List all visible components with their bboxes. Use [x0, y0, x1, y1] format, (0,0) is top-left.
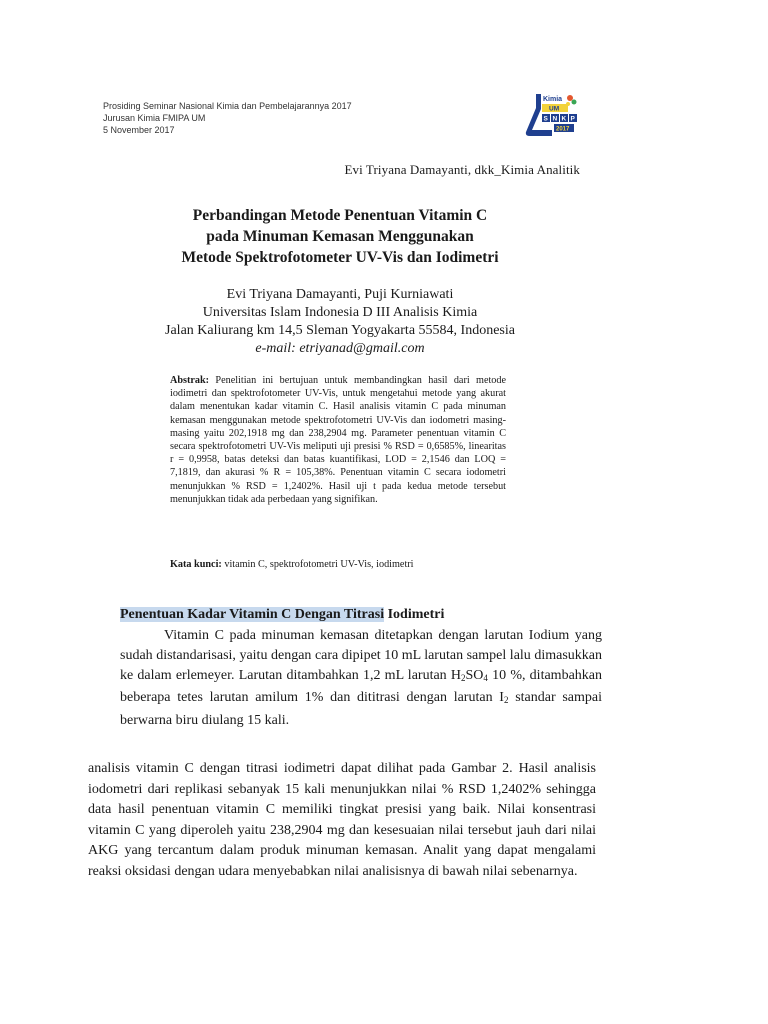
abstract-text: Penelitian ini bertujuan untuk membandingkan hasil dari metode iodimetri dan spektrofotometer UV-Vis, untuk mengetahui metode yang akurat dalam menentukan kadar vitamin C. Hasil analisis vitamin C pada minuman kemasan menggunakan metode spektrofotometri UV-Vis dan iodometri masing-masing yaitu 202,1918 mg dan 238,2904 mg. Parameter penentuan vitamin C secara spektrofotometri UV-Vis meliputi uji presisi % RSD = 0,6585%, linearitas r = 0,9958, batas deteksi dan batas kuantifikasi, LOD = 2,1546 dan LOQ = 7,1819, dan akurasi % R = 105,38%. Penentuan vitamin C secara iodometri menunjukkan % RSD = 1,2402%. Hasil uji t pada kedua metode tersebut menunjukkan tidak ada perbedaan yang signifikan. — [170, 375, 507, 505]
conference-logo — [522, 90, 580, 140]
section-heading — [120, 606, 444, 624]
title-line-3: Metode Spektrofotometer UV-Vis dan Iodimetri — [181, 249, 499, 266]
logo-text-top: Kimia — [543, 96, 563, 103]
section-heading-highlighted: Penentuan Kadar Vitamin C Dengan Titrasi — [120, 607, 385, 622]
section-body — [120, 626, 602, 731]
abstract — [170, 374, 506, 506]
section-body-part-4: standar sampai berwarna biru diulang 15 kali. — [120, 690, 603, 729]
paper-title — [100, 205, 580, 268]
subscript-4: 4 — [483, 672, 488, 683]
subscript-2: 2 — [461, 672, 466, 683]
title-line-1: Perbandingan Metode Penentuan Vitamin C — [192, 207, 488, 224]
results-paragraph: analisis vitamin C dengan titrasi iodimetri dapat dilihat pada Gambar 2. Hasil analisis iodometri dari replikasi sebanyak 15 kali menunjukkan nilai % RSD 1,2402% sehingga data hasil penentuan vitamin C memiliki tingkat presisi yang baik. Nilai konsentrasi vitamin C yang diperoleh yaitu 238,2904 mg dan kesesuaian nilai tersebut jauh dari nilai AKG yang tercantum dalam produk minuman kemasan. Analit yang dapat mengalami reaksi oksidasi dengan udara menyebabkan nilai analisisnya di bawah nilai sebenarnya. — [88, 761, 596, 879]
logo-letter-4: P — [570, 115, 575, 123]
department-name: Jurusan Kimia FMIPA UM — [103, 113, 206, 123]
section-body-part-3: 10 %, ditambahkan beberapa tetes larutan amilum 1% dan dititrasi dengan larutan I — [120, 667, 602, 706]
section-heading-rest: Iodimetri — [384, 607, 445, 622]
author-email: e-mail: etriyanad@gmail.com — [255, 341, 425, 356]
conference-date: 5 November 2017 — [103, 125, 175, 135]
logo-letter-1: S — [543, 115, 548, 123]
keywords — [170, 558, 510, 571]
author-names: Evi Triyana Damayanti, Puji Kurniawati — [226, 287, 454, 302]
logo-letter-2: N — [552, 115, 558, 123]
author-block — [80, 286, 600, 358]
keywords-text: vitamin C, spektrofotometri UV-Vis, iodimetri — [224, 559, 414, 570]
section-body-part-2: SO — [465, 667, 484, 683]
logo-text-mid: UM — [549, 105, 560, 113]
running-head: Evi Triyana Damayanti, dkk_Kimia Analitik — [344, 162, 580, 177]
subscript-iodine: 2 — [503, 695, 509, 706]
title-line-2: pada Minuman Kemasan Menggunakan — [206, 228, 474, 245]
author-affiliation: Universitas Islam Indonesia D III Analisis Kimia — [202, 305, 478, 320]
logo-year: 2017 — [556, 126, 570, 133]
section-body-part-1: Vitamin C pada minuman kemasan ditetapkan dengan larutan Iodium yang sudah distandarisasi, yaitu dengan cara dipipet 10 mL larutan sampel lalu dimasukkan ke dalam erlemeyer. Larutan ditambahkan 1,2 mL larutan H — [120, 628, 602, 683]
author-address: Jalan Kaliurang km 14,5 Sleman Yogyakarta 55584, Indonesia — [165, 323, 515, 338]
proceedings-title: Prosiding Seminar Nasional Kimia dan Pembelajarannya 2017 — [103, 101, 352, 111]
proceedings-header — [103, 100, 352, 136]
logo-letter-3: K — [561, 115, 567, 123]
keywords-label: Kata kunci: — [170, 559, 222, 570]
abstract-label: Abstrak: — [170, 375, 210, 386]
